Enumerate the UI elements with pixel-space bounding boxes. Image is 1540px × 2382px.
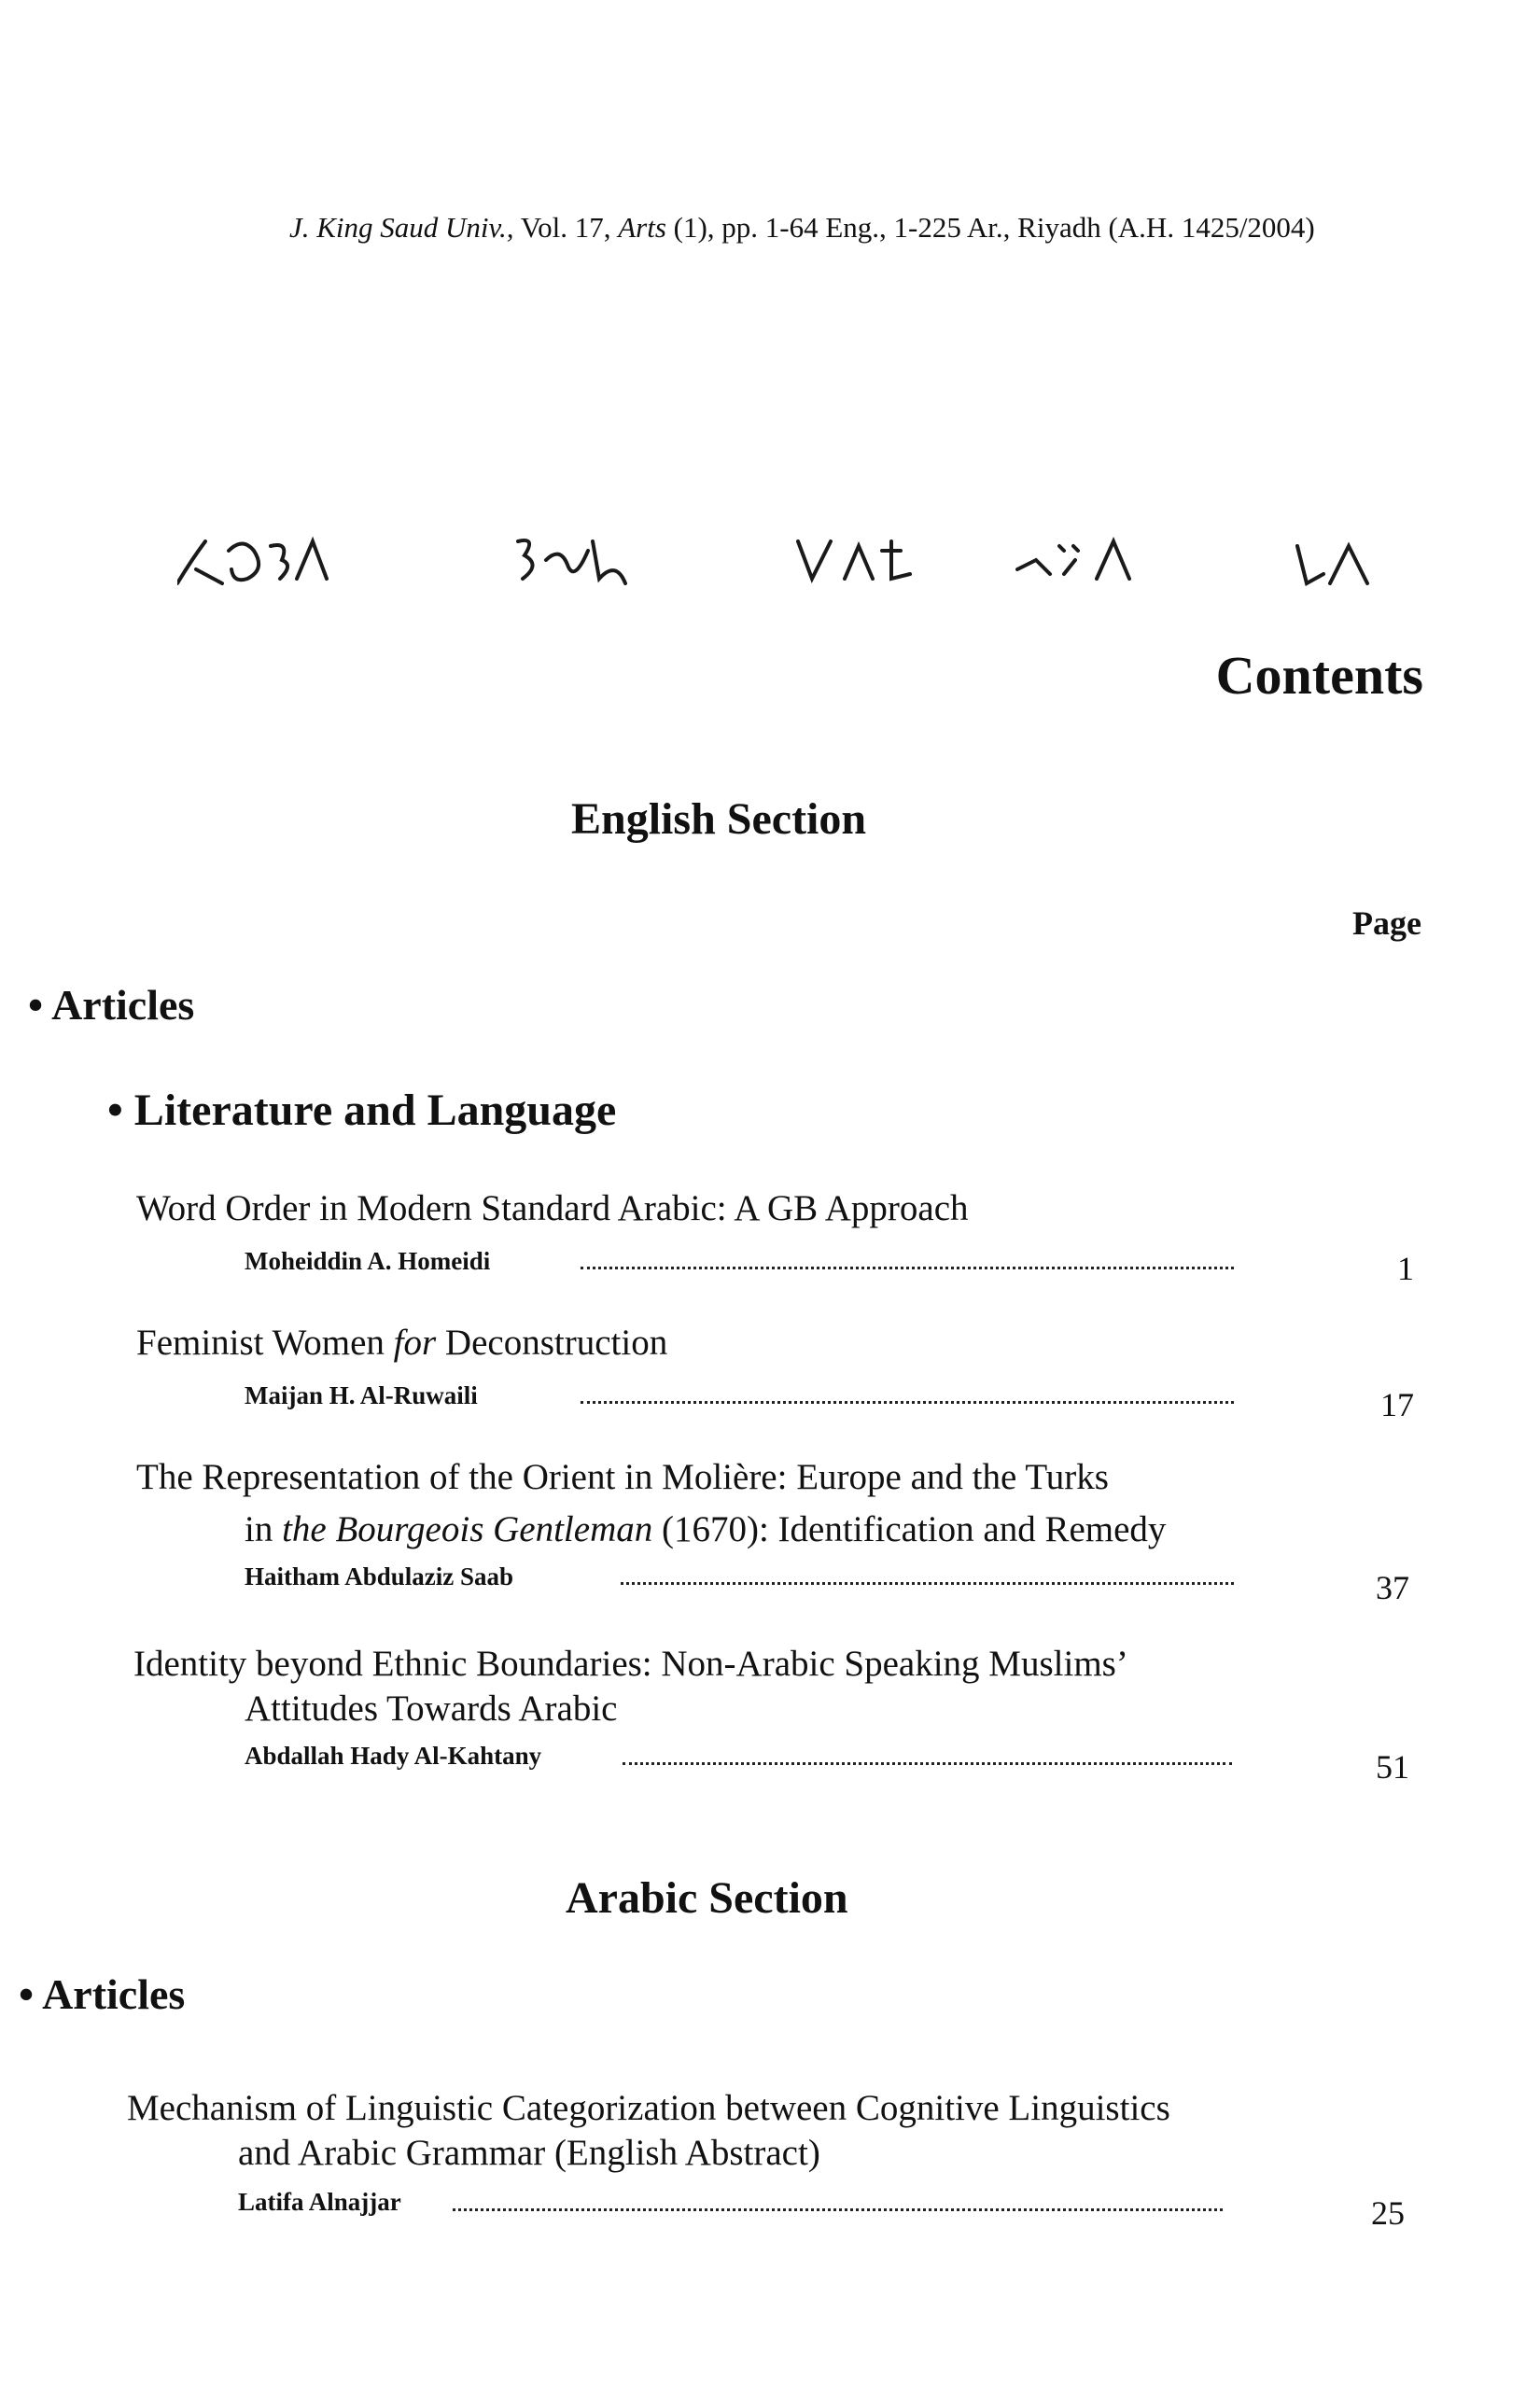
entry-title-line2: and Arabic Grammar (English Abstract) bbox=[238, 2133, 820, 2173]
arabic-section-title: Arabic Section bbox=[566, 1873, 848, 1923]
english-section-title: English Section bbox=[571, 794, 867, 844]
leader-dots bbox=[453, 2208, 1223, 2211]
entry-page: 51 bbox=[1376, 1748, 1409, 1786]
journal-name: J. King Saud Univ., bbox=[289, 211, 514, 244]
entry-title-part: in bbox=[245, 1509, 283, 1549]
entry-title bbox=[136, 1322, 667, 1364]
entry-author: Latifa Alnajjar bbox=[238, 2188, 401, 2216]
entry-title: Identity beyond Ethnic Boundaries: Non-Arabic Speaking Muslims’ bbox=[133, 1644, 1128, 1684]
entry-page: 37 bbox=[1376, 1569, 1409, 1606]
entry-title-line2: Attitudes Towards Arabic bbox=[245, 1688, 618, 1729]
journal-arts: Arts bbox=[618, 211, 666, 244]
entry-title-part: (1670): Identification and Remedy bbox=[652, 1509, 1167, 1549]
entry-title: Mechanism of Linguistic Categorization between Cognitive Linguistics bbox=[127, 2088, 1170, 2128]
leader-dots bbox=[581, 1401, 1234, 1404]
entry-title-line2 bbox=[245, 1508, 1166, 1550]
entry-title-italic: for bbox=[393, 1323, 437, 1363]
journal-pages: (1), pp. 1-64 Eng., 1-225 Ar., Riyadh (A.H. 1425/2004) bbox=[665, 211, 1315, 244]
journal-header bbox=[289, 211, 1315, 245]
leader-dots bbox=[581, 1267, 1234, 1269]
subsection-heading: • Literature and Language bbox=[107, 1086, 617, 1135]
journal-volume: Vol. 17, bbox=[513, 211, 619, 244]
entry-title-part: Deconstruction bbox=[436, 1323, 668, 1363]
entry-title-italic: the Bourgeois Gentleman bbox=[282, 1509, 653, 1549]
leader-dots bbox=[621, 1582, 1234, 1585]
handwritten-annotation bbox=[177, 532, 1391, 602]
entry-page: 25 bbox=[1371, 2194, 1405, 2232]
entry-page: 17 bbox=[1380, 1386, 1414, 1423]
page-column-header: Page bbox=[1352, 904, 1421, 942]
entry-author: Maijan H. Al-Ruwaili bbox=[245, 1381, 478, 1409]
leader-dots bbox=[623, 1762, 1232, 1765]
entry-title: The Representation of the Orient in Molière: Europe and the Turks bbox=[136, 1457, 1109, 1497]
entry-author: Moheiddin A. Homeidi bbox=[245, 1247, 491, 1275]
articles-heading: • Articles bbox=[28, 981, 195, 1029]
entry-author: Haitham Abdulaziz Saab bbox=[245, 1562, 514, 1590]
articles-heading: • Articles bbox=[19, 1970, 186, 2018]
contents-title: Contents bbox=[1215, 645, 1423, 706]
entry-author: Abdallah Hady Al-Kahtany bbox=[245, 1742, 542, 1770]
entry-title: Word Order in Modern Standard Arabic: A GB Approach bbox=[136, 1188, 969, 1228]
entry-title-part: Feminist Women bbox=[136, 1323, 394, 1363]
entry-page: 1 bbox=[1397, 1250, 1414, 1287]
